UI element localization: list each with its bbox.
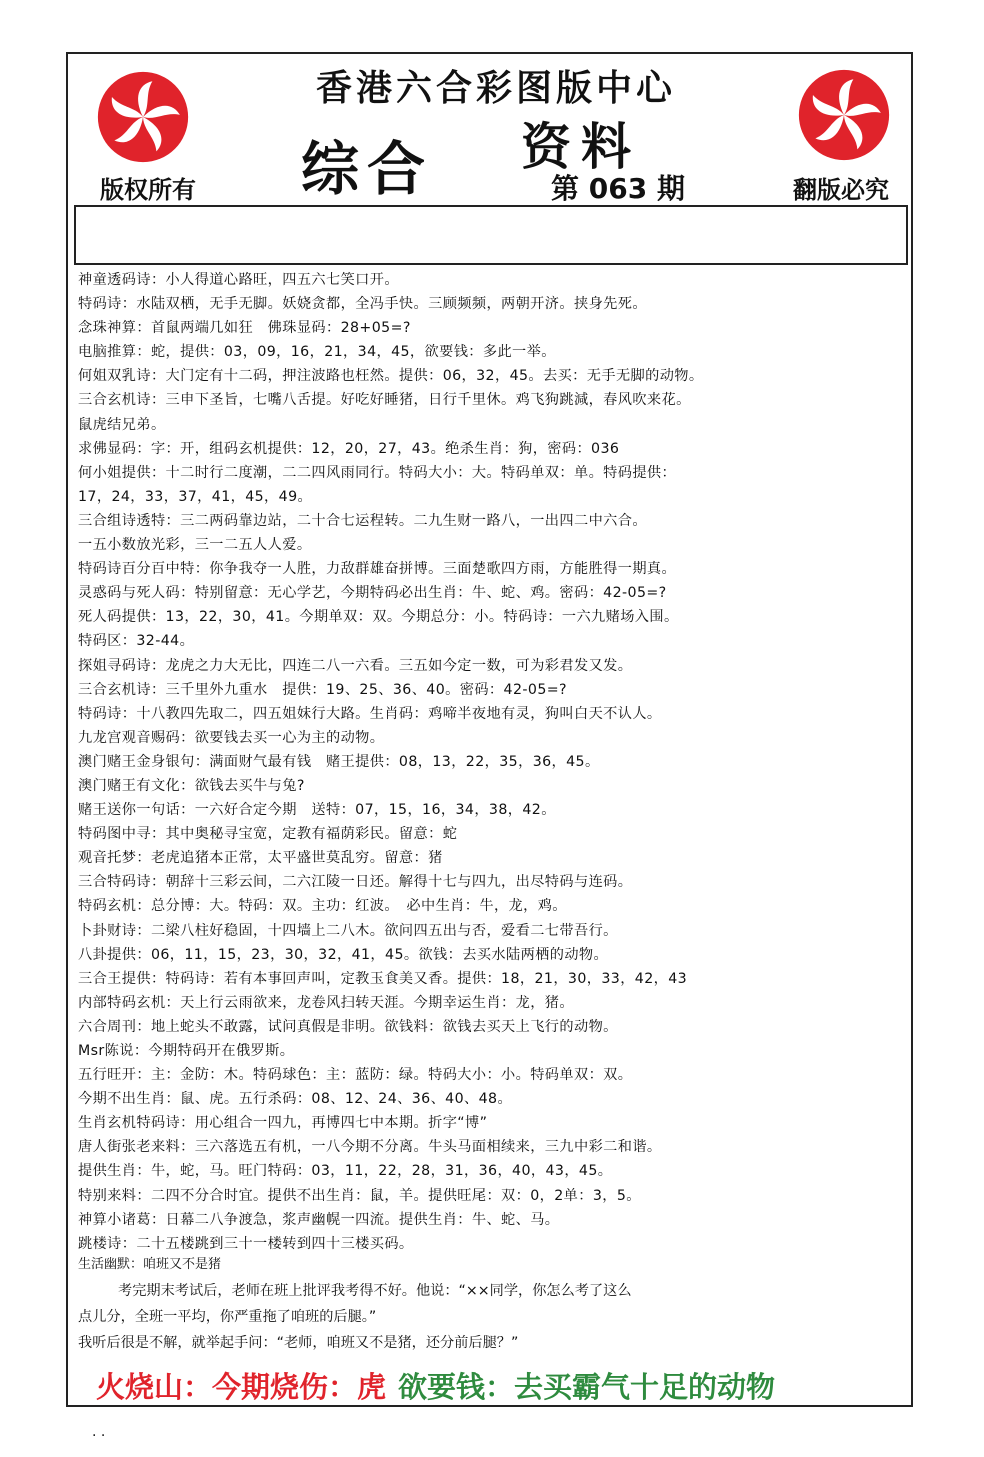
content-line: 八卦提供：06，11，15，23，30，32，41，45。欲钱：去买水陆两栖的动物。 (78, 946, 609, 963)
no-copy-label: 翻版必究 (793, 176, 889, 204)
issue-number: 第 063 期 (551, 172, 685, 205)
content-line: 三合特码诗：朝辞十三彩云间，二六江陵一日还。解得十七与四九，出尽特码与连码。 (78, 874, 633, 891)
copyright-label: 版权所有 (100, 176, 196, 204)
content-line: 探姐寻码诗：龙虎之力大无比，四连二八一六看。三五如今定一数，可为彩君发又发。 (78, 657, 633, 674)
content-line: 生肖玄机特码诗：用心组合一四九，再博四七中本期。折字“博” (78, 1115, 488, 1132)
joke-paragraph: 我听后很是不解，就举起手问：“老师，咱班又不是猪，还分前后腿？” (78, 1335, 519, 1351)
sub-title: 资料 (521, 117, 641, 176)
content-line: 何小姐提供：十二时行二度潮，二二四风雨同行。特码大小：大。特码单双：单。特码提供： (78, 464, 677, 481)
content-line: 死人码提供：13，22，30，41。今期单双：双。今期总分：小。特码诗：一六九赌场入围。 (78, 609, 679, 626)
content-line: 九龙宫观音赐码：欲要钱去买一心为主的动物。 (78, 729, 385, 746)
joke-title: 生活幽默：咱班又不是猪 (78, 1257, 222, 1272)
org-name: 香港六合彩图版中心 (315, 67, 676, 109)
bauhinia-logo-icon (797, 68, 891, 162)
content-lines (78, 268, 908, 1256)
joke-section (78, 1254, 908, 1356)
content-line: Msr陈说：今期特码开在俄罗斯。 (78, 1043, 295, 1059)
content-line: 提供生肖：牛，蛇，马。旺门特码：03，11，22，28，31，36，40，43，45。 (78, 1163, 613, 1180)
content-line: 五行旺开：主：金防：木。特码球色：主：蓝防：绿。特码大小：小。特码单双：双。 (78, 1067, 633, 1084)
footer-banner (96, 1365, 775, 1406)
content-line: 何姐双乳诗：大门定有十二码，押注波路也枉然。提供：06，32，45。去买：无手无脚的动物。 (78, 368, 704, 385)
content-line: 一五小数放光彩，三一二五人人爱。 (78, 537, 312, 554)
content-line: 唐人街张老来料：三六落选五有机，一八今期不分离。牛头马面相续来，三九中彩二和谐。 (78, 1139, 662, 1156)
content-line: 观音托梦：老虎追猪本正常，太平盛世莫乱穷。留意：猪 (78, 850, 443, 867)
content-line: 澳门赌王金身银句：满面财气最有钱 赌王提供：08，13，22，35，36，45。 (78, 753, 600, 770)
content-line: 三合玄机诗：三千里外九重水 提供：19、25、36、40。密码：42-05=? (78, 681, 567, 698)
content-line: 三合玄机诗：三申下圣旨，七嘴八舌提。好吃好睡猪，日行千里休。鸡飞狗跳減，春风吹来花。 (78, 392, 691, 409)
content-line: 特别来料：二四不分合时宜。提供不出生肖：鼠，羊。提供旺尾：双：0，2单：3，5。 (78, 1187, 641, 1204)
bauhinia-logo-icon (96, 70, 190, 164)
content-line: 鼠虎结兄弟。 (78, 416, 166, 433)
content-line: 跳楼诗：二十五楼跳到三十一楼转到四十三楼买码。 (78, 1235, 414, 1252)
content-line: 三合王提供：特码诗：若有本事回声叫，定教玉食美又香。提供：18，21，30，33，42，43 (78, 970, 688, 987)
content-line: 六合周刊：地上蛇头不敢露，试问真假是非明。欲钱料：欲钱去买天上飞行的动物。 (78, 1018, 618, 1035)
footer-green-text: 欲要钱：去买霸气十足的动物 (398, 1370, 776, 1404)
content-line: 赌王送你一句话：一六好合定今期 送特：07，15，16，34，38，42。 (78, 802, 556, 819)
content-line: 神童透码诗：小人得道心路旺，四五六七笑口开。 (78, 272, 399, 288)
content-line: 特码诗：水陆双栖，无手无脚。妖娆贪都，全冯手快。三顾频频，两朝开济。挟身先死。 (78, 296, 647, 313)
content-line: 今期不出生肖：鼠、虎。五行杀码：08、12、24、36、40、48。 (78, 1091, 513, 1108)
main-title: 综合 (301, 135, 434, 203)
content-line: 特码玄机：总分博：大。特码：双。主功：红波。 必中生肖：牛，龙，鸡。 (78, 898, 567, 915)
content-line: 电脑推算：蛇，提供：03，09，16，21，34，45，欲要钱：多此一举。 (78, 344, 556, 361)
content-line: 三合组诗透特：三二两码靠边站，二十合七运程转。二九生财一路八，一出四二中六合。 (78, 512, 647, 529)
blank-box (74, 205, 908, 265)
content-line: 特码诗：十八教四先取二，四五姐妹行大路。生肖码：鸡啼半夜地有灵，狗叫白天不认人。 (78, 705, 662, 722)
content-line: 特码区：32-44。 (78, 633, 195, 650)
content-line: 特码图中寻：其中奥秘寻宝宽，定教有福荫彩民。留意：蛇 (78, 826, 458, 843)
joke-paragraph: 点儿分，全班一平均，你严重拖了咱班的后腿。” (78, 1309, 377, 1325)
content-line: 特码诗百分百中特：你争我夺一人胜，力敌群雄奋拼博。三面楚歌四方雨，方能胜得一期真。 (78, 561, 677, 578)
corner-dots: . . (92, 1424, 106, 1440)
content-line: 澳门赌王有文化：欲钱去买牛与兔? (78, 777, 305, 794)
content-line: 卜卦财诗：二梁八柱好稳固，十四墙上二八木。欲问四五出与否，爱看二七带吾行。 (78, 922, 618, 939)
header (66, 52, 913, 205)
content-line: 求佛显码：字：开，组码玄机提供：12，20，27，43。绝杀生肖：狗，密码：036 (78, 440, 620, 457)
footer-red-text: 火烧山：今期烧伤：虎 (96, 1370, 387, 1404)
content-line: 内部特码玄机：天上行云雨欲来，龙卷风扫转天涯。今期幸运生肖：龙，猪。 (78, 994, 574, 1011)
content-line: 17，24，33，37，41，45，49。 (78, 488, 313, 505)
joke-paragraph: 考完期末考试后，老师在班上批评我考得不好。他说：“××同学，你怎么考了这么 (118, 1283, 632, 1299)
content-line: 神算小诸葛：日幕二八争渡急，浆声幽幌一四流。提供生肖：牛、蛇、马。 (78, 1211, 560, 1228)
content-line: 灵惑码与死人码：特别留意：无心学艺，今期特码必出生肖：牛、蛇、鸡。密码：42-05=? (78, 585, 667, 602)
content-line: 念珠神算：首鼠两端几如狂 佛珠显码：28+05=? (78, 320, 411, 337)
